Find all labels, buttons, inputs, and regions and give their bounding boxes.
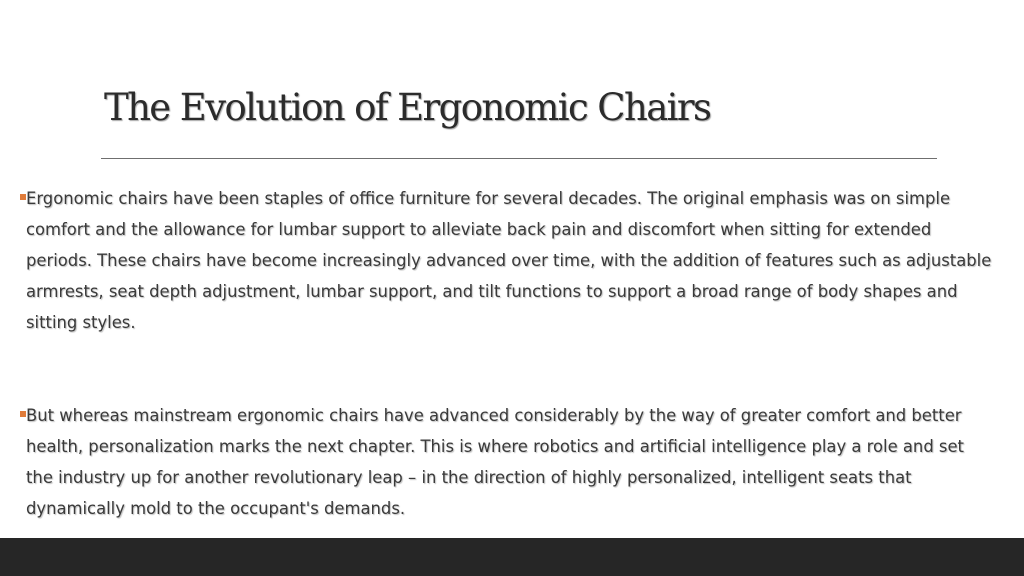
bullet-item: [20, 183, 995, 338]
bullet-list: [20, 183, 995, 524]
bullet-text: But whereas mainstream ergonomic chairs have advanced considerably by the way of greater comfort and better health, personalization marks the next chapter. This is where robotics and artificial intelligence play a role and set the industry up for another revolutionary leap – in the direction of highly personalized, intelligent seats that dynamically mold to the occupant's demands.: [26, 406, 964, 518]
slide-title: The Evolution of Ergonomic Chairs: [104, 86, 711, 129]
footer-bar: [0, 538, 1024, 576]
bullet-square-icon: [20, 194, 26, 200]
bullet-item: [20, 400, 995, 524]
title-divider: [101, 158, 937, 159]
bullet-square-icon: [20, 411, 26, 417]
bullet-text: Ergonomic chairs have been staples of office furniture for several decades. The original emphasis was on simple comfort and the allowance for lumbar support to alleviate back pain and discomfort when sitting for extended periods. These chairs have become increasingly advanced over time, with the addition of features such as adjustable armrests, seat depth adjustment, lumbar support, and tilt functions to support a broad range of body shapes and sitting styles.: [26, 189, 992, 332]
